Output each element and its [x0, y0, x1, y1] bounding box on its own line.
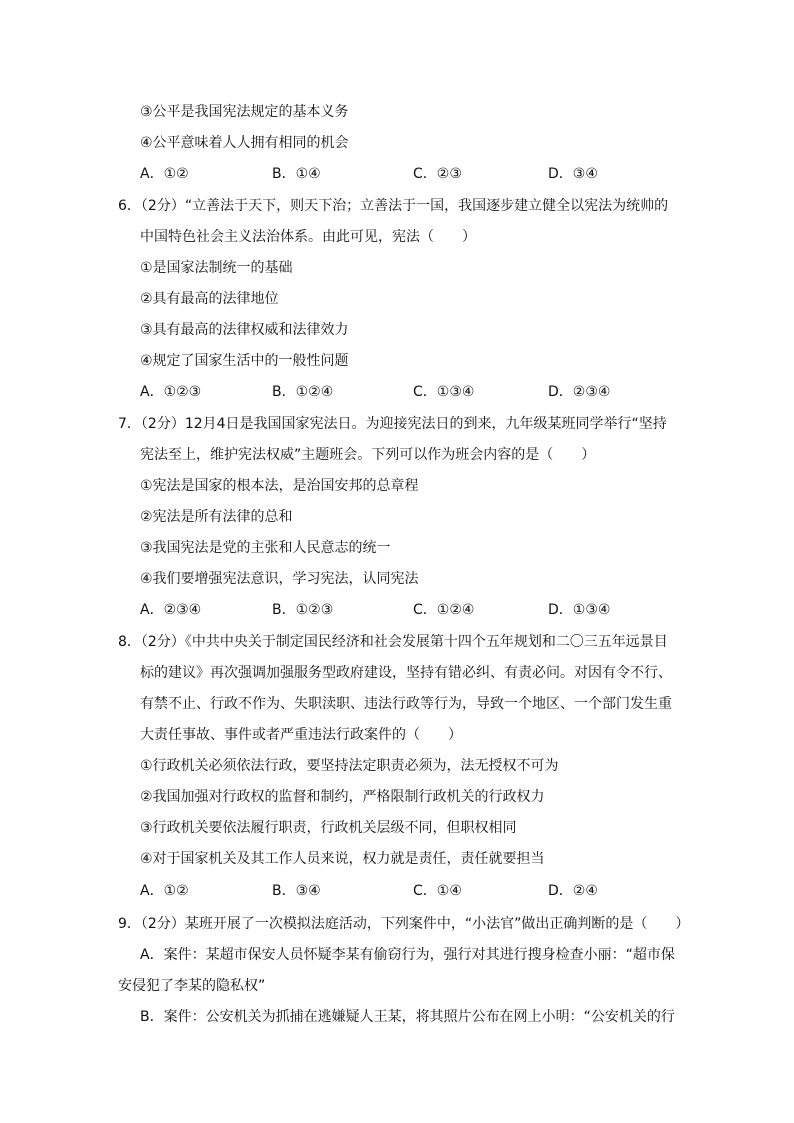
- q8-statement-2: ②我国加强对行政权的监督和制约，严格限制行政机关的行政权力: [140, 789, 545, 805]
- q8-statement-4: ④对于国家机关及其工作人员来说，权力就是责任，责任就要担当: [140, 851, 545, 867]
- q9-case-b-line-1[interactable]: B．案件：公安机关为抓捕在逃嫌疑人王某，将其照片公布在网上小明：“公安机关的行: [140, 1009, 675, 1025]
- q7-choice-c[interactable]: C．①②④: [413, 602, 475, 618]
- q8-text-line-2: 标的建议》再次强调加强服务型政府建设，坚持有错必纠、有责必问。对因有令不行、: [140, 665, 672, 681]
- q7-statement-2: ②宪法是所有法律的总和: [140, 509, 293, 525]
- q5-choice-b[interactable]: B．①④: [272, 166, 321, 182]
- q6-choice-d[interactable]: D．②③④: [548, 384, 611, 400]
- q6-statement-4: ④规定了国家生活中的一般性问题: [140, 353, 349, 369]
- q8-choice-a[interactable]: A．①②: [140, 883, 189, 899]
- q6-text-line-2: 中国特色社会主义法治体系。由此可见，宪法（ ）: [140, 229, 476, 245]
- q9-case-a-line-1[interactable]: A．案件：某超市保安人员怀疑李某有偷窃行为，强行对其进行搜身检查小丽：“超市保: [140, 947, 675, 963]
- q7-statement-4: ④我们要增强宪法意识，学习宪法，认同宪法: [140, 571, 419, 587]
- q5-statement-4: ④公平意味着人人拥有相同的机会: [140, 135, 349, 151]
- q6-statement-2: ②具有最高的法律地位: [140, 291, 279, 307]
- q5-choice-d[interactable]: D．③④: [548, 166, 598, 182]
- q7-choice-b[interactable]: B．①②③: [272, 602, 334, 618]
- q5-choices: [140, 162, 680, 186]
- q8-choice-b[interactable]: B．③④: [272, 883, 321, 899]
- q7-text-line-2: 宪法至上，维护宪法权威”主题班会。下列可以作为班会内容的是（ ）: [140, 447, 596, 463]
- q8-choice-c[interactable]: C．①④: [413, 883, 462, 899]
- q7-choice-d[interactable]: D．①③④: [548, 602, 611, 618]
- q7-choice-a[interactable]: A．②③④: [140, 602, 202, 618]
- q6-choices: [140, 380, 680, 404]
- q6-choice-a[interactable]: A．①②③: [140, 384, 202, 400]
- q7-choices: [140, 598, 680, 622]
- q8-text-line-3: 有禁不止、行政不作为、失职渎职、违法行政等行为，导致一个地区、一个部门发生重: [140, 696, 672, 712]
- q6-statement-1: ①是国家法制统一的基础: [140, 260, 293, 276]
- q9-text-line-1: 9．（2分）某班开展了一次模拟法庭活动，下列案件中，“小法官”做出正确判断的是（ ）: [118, 916, 690, 932]
- q8-statement-1: ①行政机关必须依法行政，要坚持法定职责必须为，法无授权不可为: [140, 758, 559, 774]
- q6-choice-c[interactable]: C．①③④: [413, 384, 475, 400]
- q8-text-line-4: 大责任事故、事件或者严重违法行政案件的（ ）: [140, 727, 462, 743]
- q8-statement-3: ③行政机关要依法履行职责，行政机关层级不同，但职权相同: [140, 820, 517, 836]
- q7-text-line-1: 7．（2分）12月4日是我国国家宪法日。为迎接宪法日的到来，九年级某班同学举行“坚持: [118, 416, 667, 432]
- q9-case-a-line-2: 安侵犯了李某的隐私权”: [118, 978, 266, 994]
- q5-choice-c[interactable]: C．②③: [413, 166, 462, 182]
- q5-choice-a[interactable]: A．①②: [140, 166, 189, 182]
- q7-statement-1: ①宪法是国家的根本法，是治国安邦的总章程: [140, 478, 419, 494]
- q8-choice-d[interactable]: D．②④: [548, 883, 598, 899]
- q6-statement-3: ③具有最高的法律权威和法律效力: [140, 322, 349, 338]
- q8-choices: [140, 879, 680, 903]
- q6-text-line-1: 6．（2分）“立善法于天下，则天下治；立善法于一国，我国逐步建立健全以宪法为统帅的: [118, 198, 669, 214]
- q7-statement-3: ③我国宪法是党的主张和人民意志的统一: [140, 540, 391, 556]
- q6-choice-b[interactable]: B．①②④: [272, 384, 334, 400]
- q8-text-line-1: 8．（2分）《中共中央关于制定国民经济和社会发展第十四个五年规划和二〇三五年远景目: [118, 634, 668, 650]
- q5-statement-3: ③公平是我国宪法规定的基本义务: [140, 104, 349, 120]
